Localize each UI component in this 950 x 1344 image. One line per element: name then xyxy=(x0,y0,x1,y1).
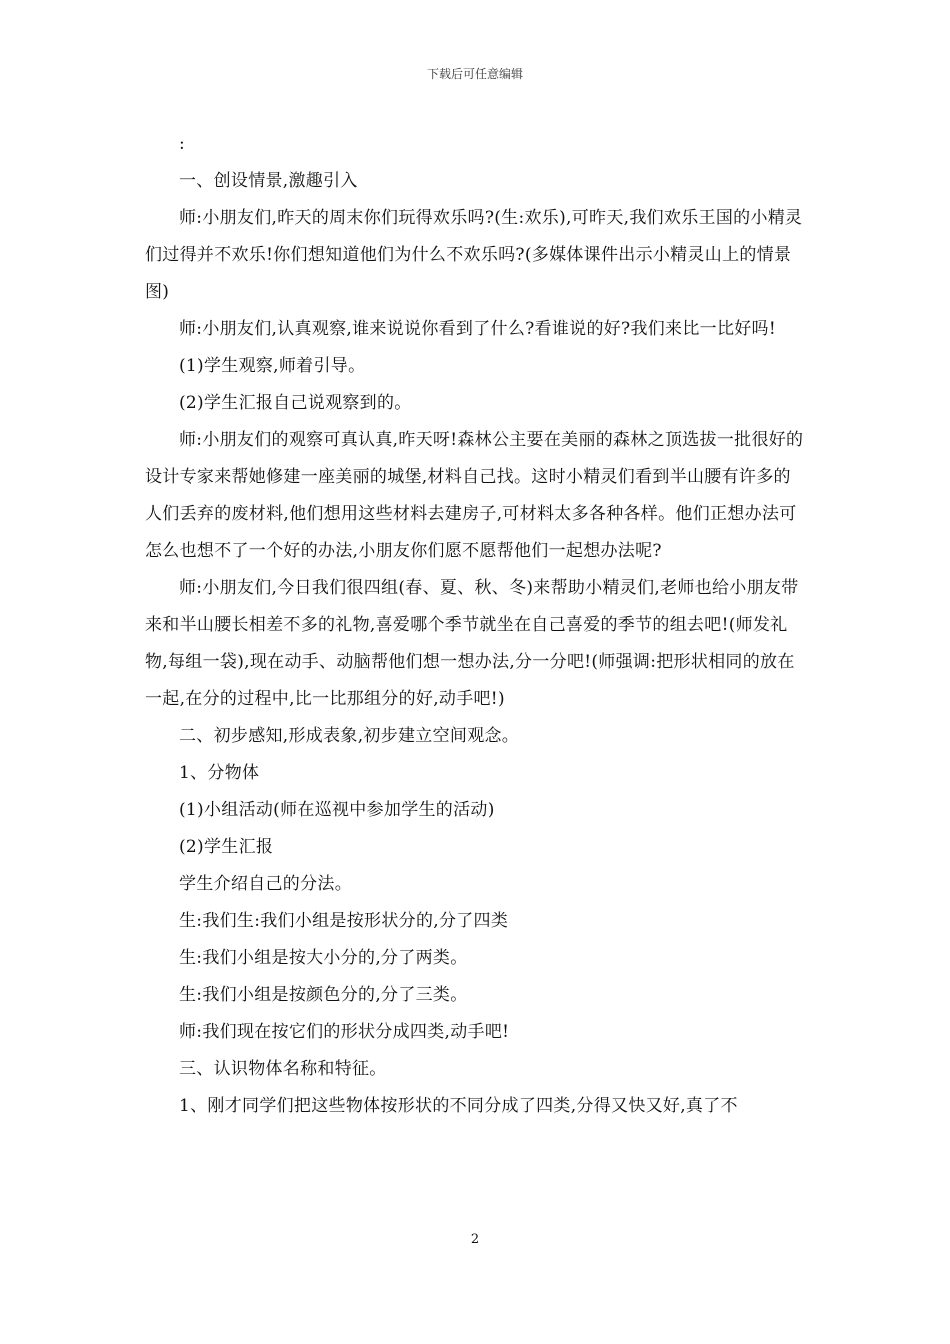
paragraph: 学生介绍自己的分法。 xyxy=(179,874,352,894)
list-item: (2)学生汇报 xyxy=(179,837,274,857)
paragraph: 师:小朋友们,认真观察,谁来说说你看到了什么?看谁说的好?我们来比一比好吗! xyxy=(179,319,776,339)
document-body xyxy=(145,126,807,1125)
dialogue-line: 师:我们现在按它们的形状分成四类,动手吧! xyxy=(179,1022,510,1042)
section-heading-2: 二、初步感知,形成表象,初步建立空间观念。 xyxy=(179,726,520,746)
page-header: 下载后可任意编辑 xyxy=(426,67,523,81)
section-heading-3: 三、认识物体名称和特征。 xyxy=(179,1059,387,1079)
paragraph: 师:小朋友们,今日我们很四组(春、夏、秋、冬)来帮助小精灵们,老师也给小朋友带来和半山腰长相差不多的礼物,喜爱哪个季节就坐在自己喜爱的季节的组去吧!(师发礼物,每组一袋),现在动手、动脑帮他们想一想办法,分一分吧!(师强调:把形状相同的放在一起,在分的过程中,比一比那组分的好,动手吧!) xyxy=(145,578,799,709)
paragraph: 师:小朋友们,昨天的周末你们玩得欢乐吗?(生:欢乐),可昨天,我们欢乐王国的小精灵们过得并不欢乐!你们想知道他们为什么不欢乐吗?(多媒体课件出示小精灵山上的情景图) xyxy=(145,208,803,302)
list-item: (1)学生观察,师着引导。 xyxy=(179,356,366,376)
list-item: (2)学生汇报自己说观察到的。 xyxy=(179,393,412,413)
paragraph-colon: : xyxy=(179,134,186,154)
subheading: 1、分物体 xyxy=(179,763,260,783)
dialogue-line: 生:我们小组是按颜色分的,分了三类。 xyxy=(179,985,468,1005)
section-heading-1: 一、创设情景,激趣引入 xyxy=(179,171,358,191)
dialogue-line: 生:我们生:我们小组是按形状分的,分了四类 xyxy=(179,911,509,931)
paragraph: 1、刚才同学们把这些物体按形状的不同分成了四类,分得又快又好,真了不 xyxy=(179,1096,738,1116)
list-item: (1)小组活动(师在巡视中参加学生的活动) xyxy=(179,800,495,820)
page-number: 2 xyxy=(470,1232,480,1247)
dialogue-line: 生:我们小组是按大小分的,分了两类。 xyxy=(179,948,468,968)
paragraph: 师:小朋友们的观察可真认真,昨天呀!森林公主要在美丽的森林之顶选拔一批很好的设计专家来帮她修建一座美丽的城堡,材料自己找。这时小精灵们看到半山腰有许多的人们丢弃的废材料,他们想用这些材料去建房子,可材料太多各种各样。他们正想办法可怎么也想不了一个好的办法,小朋友你们愿不愿帮他们一起想办法呢? xyxy=(145,430,804,561)
